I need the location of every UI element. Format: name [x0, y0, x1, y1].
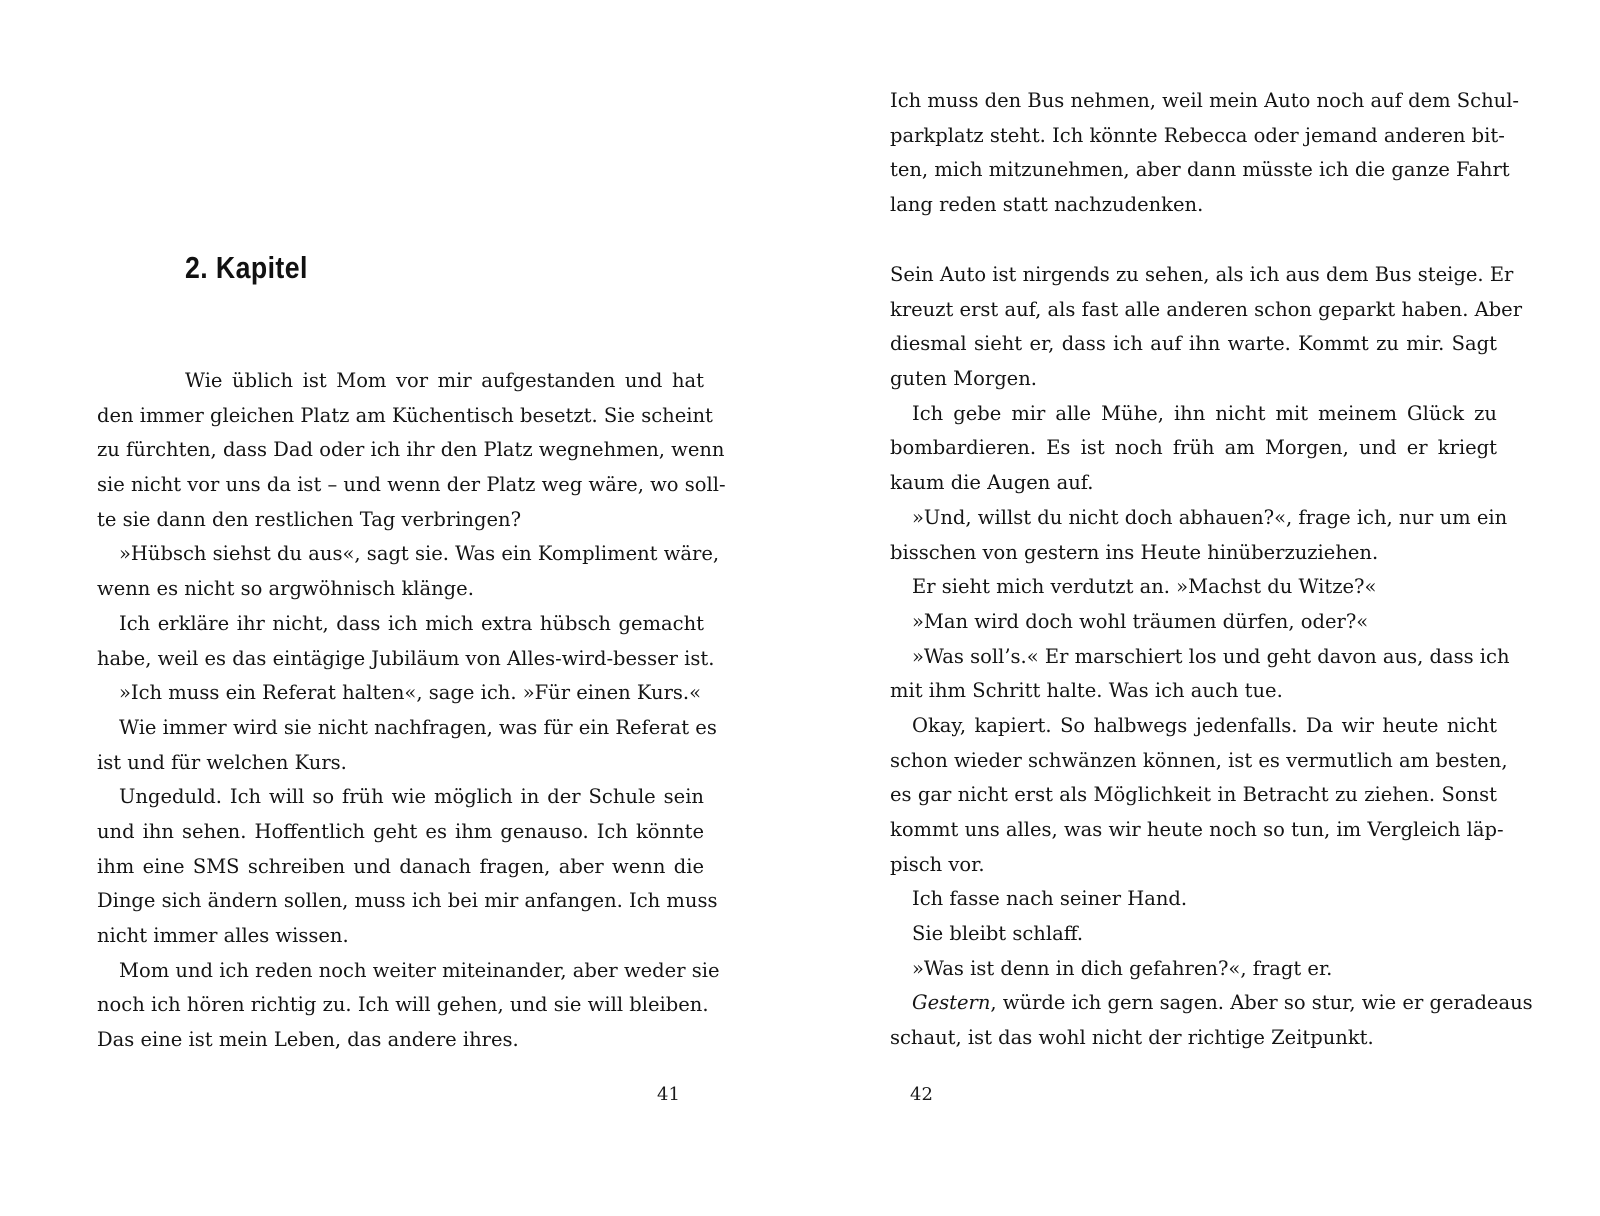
text-line: »Und, willst du nicht doch abhauen?«, frage ich, nur um ein [912, 505, 1508, 529]
page-number: 42 [910, 1084, 933, 1105]
text-line: »Hübsch siehst du aus«, sagt sie. Was ein Kompliment wäre, [119, 542, 720, 566]
right-body-text-main [890, 258, 1533, 1056]
text-line: »Man wird doch wohl träumen dürfen, oder?« [912, 609, 1369, 633]
page-number: 41 [657, 1084, 680, 1105]
text-line-with-emphasis [890, 986, 1533, 1021]
right-body-text-top [890, 84, 1520, 223]
text-line: es gar nicht erst als Möglichkeit in Betracht zu ziehen. Sonst [890, 783, 1497, 807]
text-line: pisch vor. [890, 852, 985, 876]
text-line: wenn es nicht so argwöhnisch klänge. [97, 577, 474, 601]
text-line: schaut, ist das wohl nicht der richtige Zeitpunkt. [890, 1026, 1374, 1050]
text-line: Ich muss den Bus nehmen, weil mein Auto noch auf dem Schul- [890, 89, 1520, 112]
text-line: lang reden statt nachzudenken. [890, 193, 1204, 217]
text-line: zu fürchten, dass Dad oder ich ihr den Platz wegnehmen, wenn [97, 438, 725, 462]
text-line: nicht immer alles wissen. [97, 924, 349, 947]
text-line: kreuzt erst auf, als fast alle anderen schon geparkt haben. Aber [890, 297, 1523, 321]
text-line: Dinge sich ändern sollen, muss ich bei mir anfangen. Ich muss [97, 889, 718, 913]
text-line: »Was ist denn in dich gefahren?«, fragt er. [912, 956, 1333, 980]
text-fragment: , würde ich gern sagen. Aber so stur, wie er geradeaus [990, 991, 1533, 1015]
text-line: und ihn sehen. Hoffentlich geht es ihm genauso. Ich könnte [97, 819, 704, 843]
text-line: Ich gebe mir alle Mühe, ihn nicht mit meinem Glück zu [912, 401, 1497, 425]
left-body-text [97, 364, 726, 1058]
text-line: parkplatz steht. Ich könnte Rebecca oder jemand anderen bit- [890, 123, 1505, 147]
text-line: Mom und ich reden noch weiter miteinander, aber weder sie [119, 958, 720, 982]
text-line: guten Morgen. [890, 367, 1037, 391]
text-line: bombardieren. Es ist noch früh am Morgen, und er kriegt [890, 436, 1497, 460]
text-line: bisschen von gestern ins Heute hinüberzuziehen. [890, 540, 1379, 564]
text-line: kommt uns alles, was wir heute noch so tun, im Vergleich läp- [890, 818, 1504, 841]
text-line: sie nicht vor uns da ist – und wenn der Platz weg wäre, wo soll- [97, 473, 726, 497]
text-line: mit ihm Schritt halte. Was ich auch tue. [890, 679, 1283, 703]
text-line: schon wieder schwänzen können, ist es vermutlich am besten, [890, 748, 1508, 772]
text-line: noch ich hören richtig zu. Ich will gehen, und sie will bleiben. [97, 993, 709, 1017]
text-line: kaum die Augen auf. [890, 471, 1094, 495]
text-line: Sein Auto ist nirgends zu sehen, als ich aus dem Bus steige. Er [890, 263, 1514, 286]
text-line: Wie immer wird sie nicht nachfragen, was für ein Referat es [119, 715, 717, 739]
text-line: habe, weil es das eintägige Jubiläum von Alles-wird-besser ist. [97, 646, 715, 670]
emphasized-word: Gestern [912, 991, 991, 1015]
text-line: ist und für welchen Kurs. [97, 750, 347, 774]
text-line: Ungeduld. Ich will so früh wie möglich in der Schule sein [119, 785, 704, 809]
text-line: Wie üblich ist Mom vor mir aufgestanden und hat [185, 369, 704, 392]
text-line: Ich fasse nach seiner Hand. [912, 887, 1188, 911]
text-line: te sie dann den restlichen Tag verbringen? [97, 507, 522, 531]
text-line: ihm eine SMS schreiben und danach fragen, aber wenn die [97, 854, 704, 878]
right-page [800, 0, 1600, 1216]
text-line: den immer gleichen Platz am Küchentisch besetzt. Sie scheint [97, 403, 713, 427]
text-line: Er sieht mich verdutzt an. »Machst du Witze?« [912, 575, 1377, 599]
text-line: ten, mich mitzunehmen, aber dann müsste ich die ganze Fahrt [890, 158, 1510, 182]
text-line: »Ich muss ein Referat halten«, sage ich. »Für einen Kurs.« [119, 681, 702, 705]
text-line: »Was soll’s.« Er marschiert los und geht davon aus, dass ich [912, 644, 1510, 668]
text-line: Das eine ist mein Leben, das andere ihres. [97, 1028, 519, 1052]
chapter-title: 2. Kapitel [185, 250, 308, 285]
text-line: Sie bleibt schlaff. [912, 922, 1084, 946]
text-line: diesmal sieht er, dass ich auf ihn warte. Kommt zu mir. Sagt [890, 332, 1497, 356]
text-line: Okay, kapiert. So halbwegs jedenfalls. Da wir heute nicht [912, 713, 1497, 737]
text-line: Ich erkläre ihr nicht, dass ich mich extra hübsch gemacht [119, 611, 704, 635]
